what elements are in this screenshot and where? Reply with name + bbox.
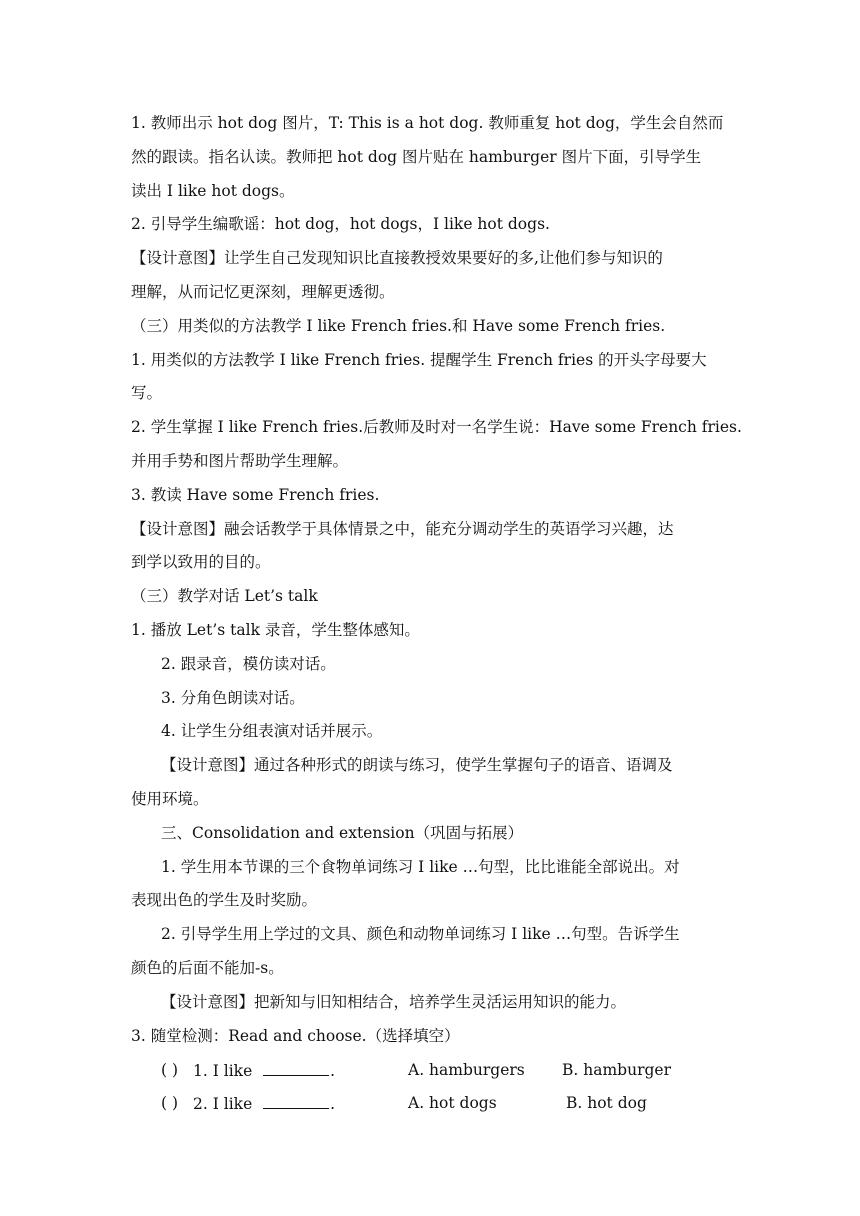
text-line: 1. 教师出示 hot dog 图片，T: This is a hot dog. 教师重复 hot dog，学生会自然而 <box>131 114 724 132</box>
text-line: 3. 分角色朗读对话。 <box>161 689 305 707</box>
text-line: 使用环境。 <box>131 790 209 808</box>
text-line: 到学以致用的目的。 <box>131 553 271 571</box>
quiz-blank <box>263 1060 329 1076</box>
text-line: 2. 引导学生编歌谣：hot dog，hot dogs，I like hot dogs. <box>131 215 550 233</box>
quiz-stem: 2. I like <box>193 1095 253 1113</box>
quiz-option-b: B. hamburger <box>562 1061 671 1079</box>
quiz-option-b: B. hot dog <box>566 1094 647 1112</box>
text-line: 2. 跟录音，模仿读对话。 <box>161 655 336 673</box>
quiz-stem: 1. I like <box>193 1062 253 1080</box>
section-heading: （三）用类似的方法教学 I like French fries.和 Have some French fries. <box>131 317 666 335</box>
text-line: 写。 <box>131 384 163 402</box>
text-line: 2. 学生掌握 I like French fries.后教师及时对一名学生说：Have some French fries. <box>131 418 742 436</box>
text-line: 读出 I like hot dogs。 <box>131 182 295 200</box>
text-line: 4. 让学生分组表演对话并展示。 <box>161 722 383 740</box>
quiz-option-a: A. hot dogs <box>408 1094 497 1112</box>
quiz-answer-paren: ( ) <box>161 1094 179 1112</box>
quiz-answer-paren: ( ) <box>161 1061 179 1079</box>
section-heading: （三）教学对话 Let’s talk <box>131 587 318 605</box>
text-line: 表现出色的学生及时奖励。 <box>131 891 318 909</box>
quiz-question <box>193 1060 335 1081</box>
design-intent-line: 【设计意图】把新知与旧知相结合，培养学生灵活运用知识的能力。 <box>161 993 627 1011</box>
quiz-question <box>193 1093 335 1114</box>
text-line: 2. 引导学生用上学过的文具、颜色和动物单词练习 I like …句型。告诉学生 <box>161 925 680 943</box>
design-intent-line: 【设计意图】让学生自己发现知识比直接教授效果要好的多,让他们参与知识的 <box>131 249 663 267</box>
text-line: 1. 用类似的方法教学 I like French fries. 提醒学生 French fries 的开头字母要大 <box>131 351 707 369</box>
section-heading: 三、Consolidation and extension（巩固与拓展） <box>161 824 524 842</box>
quiz-blank <box>263 1093 329 1109</box>
text-line: 理解，从而记忆更深刻，理解更透彻。 <box>131 283 395 301</box>
text-line: 颜色的后面不能加-s。 <box>131 959 284 977</box>
text-line: 3. 教读 Have some French fries. <box>131 486 380 504</box>
design-intent-line: 【设计意图】通过各种形式的朗读与练习，使学生掌握句子的语音、语调及 <box>161 756 673 774</box>
text-line: 3. 随堂检测：Read and choose.（选择填空） <box>131 1027 460 1045</box>
text-line: 1. 学生用本节课的三个食物单词练习 I like …句型，比比谁能全部说出。对 <box>161 858 680 876</box>
quiz-option-a: A. hamburgers <box>408 1061 525 1079</box>
quiz-period: . <box>330 1095 336 1113</box>
design-intent-line: 【设计意图】融会话教学于具体情景之中，能充分调动学生的英语学习兴趣，达 <box>131 520 674 538</box>
text-line: 并用手势和图片帮助学生理解。 <box>131 452 349 470</box>
text-line: 1. 播放 Let’s talk 录音，学生整体感知。 <box>131 621 420 639</box>
text-line: 然的跟读。指名认读。教师把 hot dog 图片贴在 hamburger 图片下面，引导学生 <box>131 148 702 166</box>
quiz-period: . <box>330 1062 336 1080</box>
